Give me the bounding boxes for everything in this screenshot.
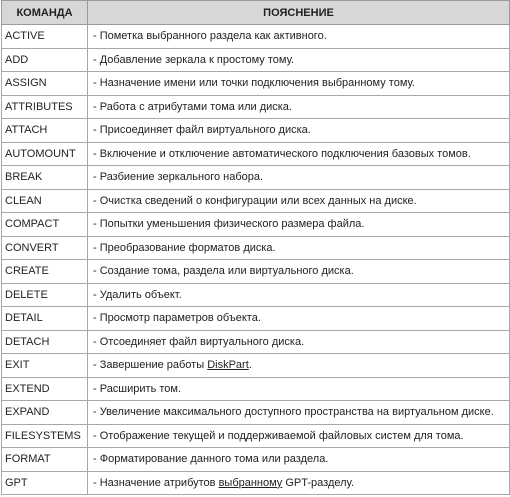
table-row	[2, 307, 510, 331]
command-cell: GPT	[2, 471, 88, 495]
description-cell: - Форматирование данного тома или раздела.	[88, 448, 510, 472]
description-cell: - Увеличение максимального доступного пространства на виртуальном диске.	[88, 401, 510, 425]
table-row	[2, 25, 510, 49]
table-row	[2, 330, 510, 354]
table-row	[2, 377, 510, 401]
table-row	[2, 283, 510, 307]
table-row	[2, 48, 510, 72]
underlined-term: выбранному	[218, 476, 283, 489]
table-row	[2, 260, 510, 284]
command-cell: CONVERT	[2, 236, 88, 260]
description-cell: - Расширить том.	[88, 377, 510, 401]
command-cell: ADD	[2, 48, 88, 72]
description-cell: - Включение и отключение автоматического подключения базовых томов.	[88, 142, 510, 166]
table-row	[2, 142, 510, 166]
description-cell: - Добавление зеркала к простому тому.	[88, 48, 510, 72]
command-cell: EXIT	[2, 354, 88, 378]
table-row	[2, 166, 510, 190]
table-header-row	[2, 1, 510, 25]
command-cell: CLEAN	[2, 189, 88, 213]
table-row	[2, 72, 510, 96]
description-cell: - Попытки уменьшения физического размера файла.	[88, 213, 510, 237]
table-row	[2, 95, 510, 119]
commands-table	[1, 0, 510, 495]
command-cell: DETACH	[2, 330, 88, 354]
command-cell: FORMAT	[2, 448, 88, 472]
table-row	[2, 471, 510, 495]
command-cell: FILESYSTEMS	[2, 424, 88, 448]
table-row	[2, 448, 510, 472]
description-cell: - Очистка сведений о конфигурации или всех данных на диске.	[88, 189, 510, 213]
description-text: .	[248, 359, 252, 372]
table-row	[2, 354, 510, 378]
underlined-term: DiskPart	[207, 359, 249, 372]
command-cell: EXTEND	[2, 377, 88, 401]
command-cell: COMPACT	[2, 213, 88, 237]
table-row	[2, 189, 510, 213]
description-text: GPT-разделу.	[282, 476, 354, 489]
description-cell: - Удалить объект.	[88, 283, 510, 307]
command-cell: ATTACH	[2, 119, 88, 143]
description-cell: - Присоединяет файл виртуального диска.	[88, 119, 510, 143]
description-cell	[88, 354, 510, 378]
column-header-command: КОМАНДА	[2, 1, 88, 25]
column-header-description: ПОЯСНЕНИЕ	[88, 1, 510, 25]
table-row	[2, 236, 510, 260]
description-cell	[88, 471, 510, 495]
command-cell: DETAIL	[2, 307, 88, 331]
description-cell: - Пометка выбранного раздела как активного.	[88, 25, 510, 49]
command-cell: CREATE	[2, 260, 88, 284]
command-cell: DELETE	[2, 283, 88, 307]
description-cell: - Создание тома, раздела или виртуального диска.	[88, 260, 510, 284]
table-row	[2, 213, 510, 237]
command-cell: EXPAND	[2, 401, 88, 425]
description-cell: - Отображение текущей и поддерживаемой файловых систем для тома.	[88, 424, 510, 448]
description-cell: - Назначение имени или точки подключения выбранному тому.	[88, 72, 510, 96]
description-text: - Завершение работы	[93, 359, 208, 372]
description-cell: - Преобразование форматов диска.	[88, 236, 510, 260]
description-text: - Назначение атрибутов	[93, 476, 219, 489]
table-row	[2, 424, 510, 448]
description-cell: - Просмотр параметров объекта.	[88, 307, 510, 331]
description-cell: - Работа с атрибутами тома или диска.	[88, 95, 510, 119]
table-row	[2, 401, 510, 425]
command-cell: ATTRIBUTES	[2, 95, 88, 119]
command-cell: ACTIVE	[2, 25, 88, 49]
table-row	[2, 119, 510, 143]
description-cell: - Разбиение зеркального набора.	[88, 166, 510, 190]
description-cell: - Отсоединяет файл виртуального диска.	[88, 330, 510, 354]
command-cell: AUTOMOUNT	[2, 142, 88, 166]
command-cell: BREAK	[2, 166, 88, 190]
command-cell: ASSIGN	[2, 72, 88, 96]
